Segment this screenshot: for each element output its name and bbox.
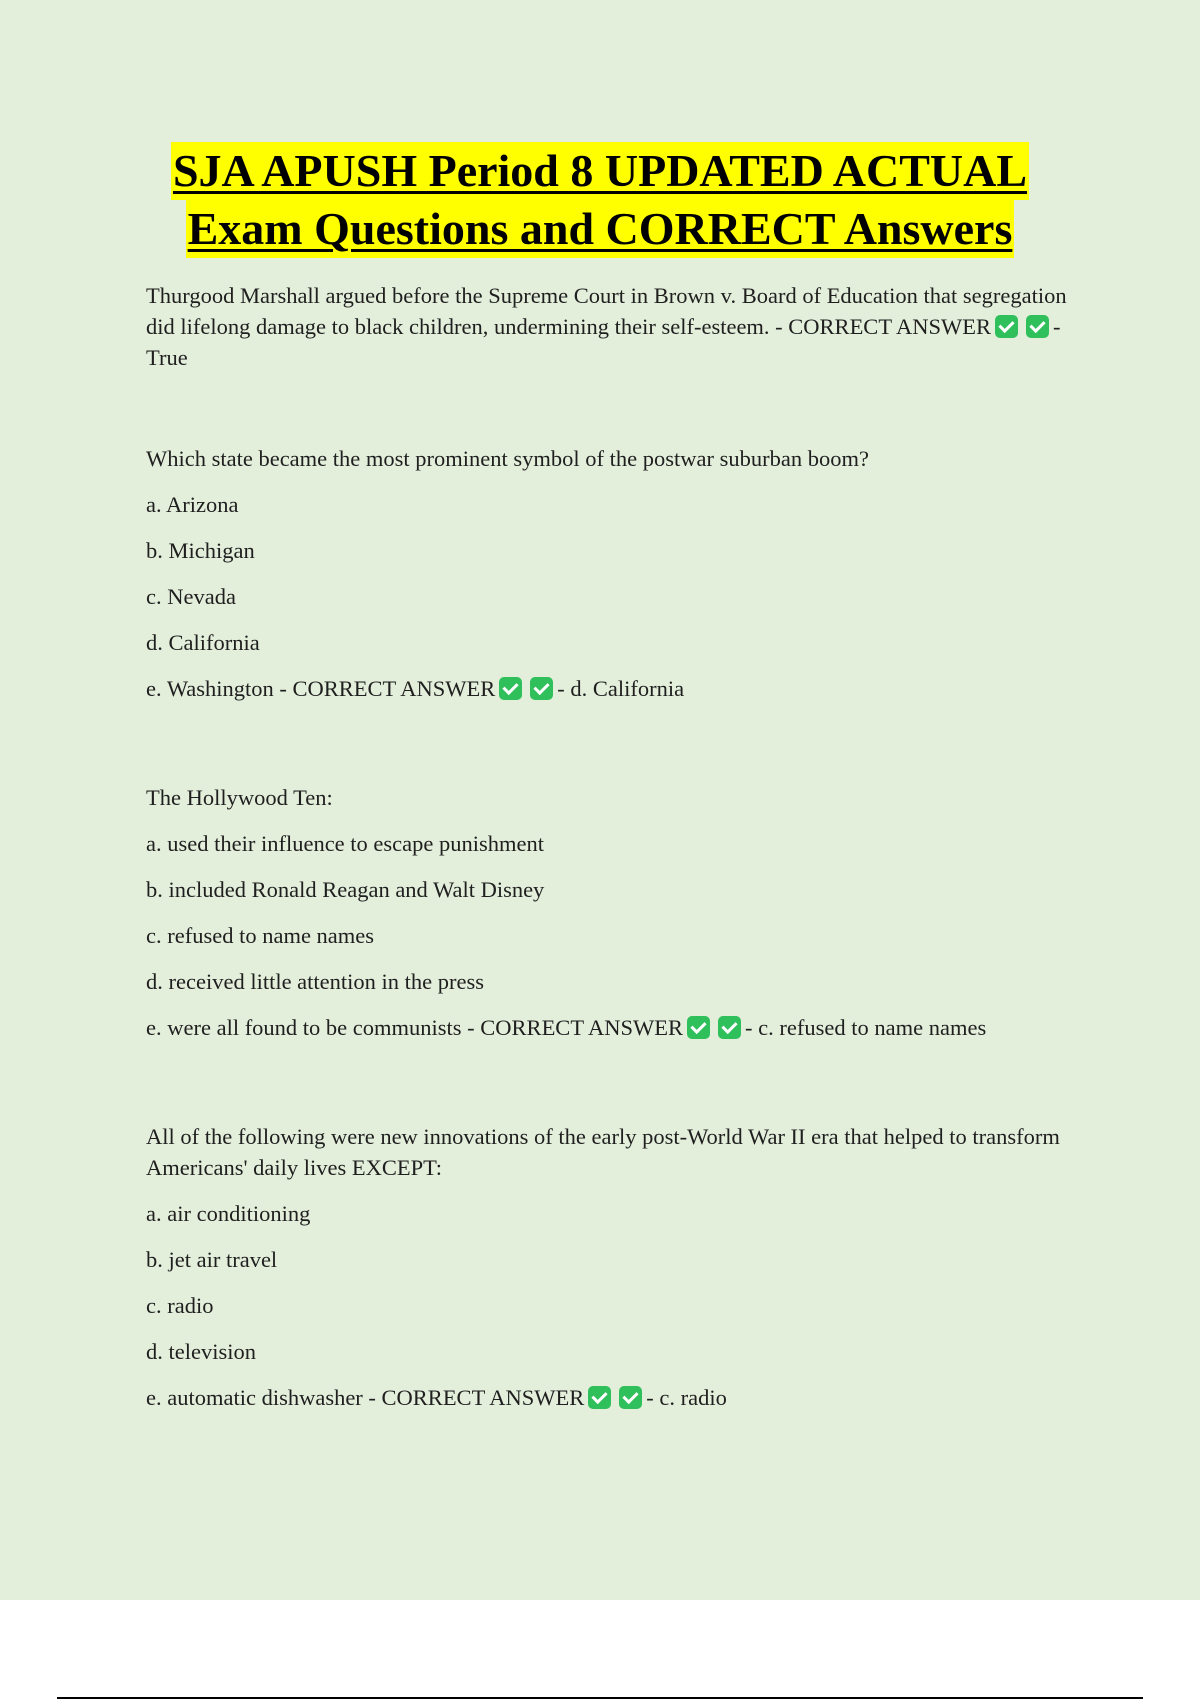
option-a: a. Arizona bbox=[146, 492, 239, 517]
question-4-text: All of the following were new innovations of the early post-World War II era that helped to transform Americans' daily lives EXCEPT: bbox=[146, 1124, 1060, 1180]
option-c: c. radio bbox=[146, 1293, 214, 1318]
option-b: b. jet air travel bbox=[146, 1247, 278, 1272]
check-mark-icon bbox=[530, 677, 553, 700]
title-line-2: Exam Questions and CORRECT Answers bbox=[186, 200, 1015, 258]
option-c: c. refused to name names bbox=[146, 923, 375, 948]
answer-text: - True bbox=[146, 314, 1061, 370]
title-line-1: SJA APUSH Period 8 UPDATED ACTUAL bbox=[171, 142, 1029, 200]
spacer bbox=[146, 1058, 1076, 1121]
document-title bbox=[0, 142, 1200, 258]
option-b: b. Michigan bbox=[146, 538, 255, 563]
question-2-text: Which state became the most prominent symbol of the postwar suburban boom? bbox=[146, 446, 869, 471]
answer-text: - d. California bbox=[557, 676, 685, 701]
option-e-with-answer bbox=[146, 673, 1076, 704]
check-mark-icon bbox=[1026, 315, 1049, 338]
question-1-text: Thurgood Marshall argued before the Supreme Court in Brown v. Board of Education that segregation did lifelong damage to black children, undermining their self-esteem. - CORRECT ANSWER bbox=[146, 283, 1067, 339]
question-block bbox=[146, 782, 1076, 1043]
option-d: d. California bbox=[146, 630, 260, 655]
spacer bbox=[146, 719, 1076, 782]
answer-text: - c. refused to name names bbox=[745, 1015, 987, 1040]
question-block bbox=[146, 1121, 1076, 1413]
option-a: a. used their influence to escape punishment bbox=[146, 831, 544, 856]
option-d: d. television bbox=[146, 1339, 256, 1364]
question-text bbox=[146, 280, 1076, 373]
check-mark-icon bbox=[499, 677, 522, 700]
question-3-text: The Hollywood Ten: bbox=[146, 785, 333, 810]
option-e: e. were all found to be communists - CORRECT ANSWER bbox=[146, 1015, 684, 1040]
check-mark-icon bbox=[995, 315, 1018, 338]
option-e-with-answer bbox=[146, 1382, 1076, 1413]
answer-text: - c. radio bbox=[646, 1385, 727, 1410]
question-block bbox=[146, 443, 1076, 704]
check-mark-icon bbox=[718, 1016, 741, 1039]
spacer bbox=[146, 373, 1076, 443]
option-a: a. air conditioning bbox=[146, 1201, 311, 1226]
option-d: d. received little attention in the press bbox=[146, 969, 485, 994]
footer-divider bbox=[57, 1697, 1143, 1699]
check-mark-icon bbox=[619, 1386, 642, 1409]
option-e-with-answer bbox=[146, 1012, 1076, 1043]
option-e: e. Washington - CORRECT ANSWER bbox=[146, 676, 496, 701]
option-b: b. included Ronald Reagan and Walt Disney bbox=[146, 877, 545, 902]
option-e: e. automatic dishwasher - CORRECT ANSWER bbox=[146, 1385, 585, 1410]
option-c: c. Nevada bbox=[146, 584, 236, 609]
check-mark-icon bbox=[687, 1016, 710, 1039]
question-block bbox=[146, 280, 1076, 373]
check-mark-icon bbox=[588, 1386, 611, 1409]
questions-body bbox=[146, 280, 1076, 1428]
